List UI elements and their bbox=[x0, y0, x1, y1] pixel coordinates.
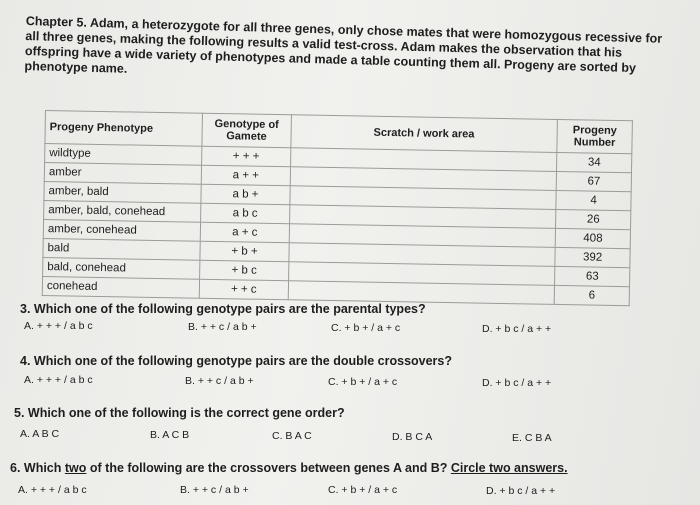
q5-option-b[interactable]: B. A C B bbox=[150, 429, 190, 441]
genotype-cell: + + + bbox=[202, 146, 290, 167]
question-3: 3. Which one of the following genotype pairs are the parental types? bbox=[20, 302, 426, 316]
phenotype-cell: conehead bbox=[42, 276, 200, 298]
q5-option-a[interactable]: A. A B C bbox=[20, 428, 60, 440]
genotype-cell: a b + bbox=[201, 184, 289, 205]
q4-option-a[interactable]: A. + + + / a b c bbox=[24, 374, 93, 386]
phenotype-cell: bald bbox=[43, 238, 201, 260]
chapter-label: Chapter 5. bbox=[25, 14, 88, 30]
number-cell: 408 bbox=[555, 228, 630, 248]
q5-option-e[interactable]: E. C B A bbox=[512, 432, 552, 444]
q3-option-a[interactable]: A. + + + / a b c bbox=[24, 320, 93, 332]
q6-circle-instruction: Circle two answers. bbox=[450, 461, 568, 475]
header-number: Progeny Number bbox=[557, 119, 632, 153]
question-6 bbox=[10, 461, 568, 475]
q6-option-c[interactable]: C. + b + / a + c bbox=[328, 484, 398, 496]
q6-prefix: 6. Which bbox=[10, 461, 65, 475]
q6-option-a[interactable]: A. + + + / a b c bbox=[18, 484, 87, 496]
number-cell: 67 bbox=[556, 171, 631, 191]
question-4: 4. Which one of the following genotype pairs are the double crossovers? bbox=[20, 354, 453, 368]
phenotype-cell: amber bbox=[44, 163, 202, 185]
genotype-cell: a + + bbox=[202, 165, 290, 186]
q6-middle: of the following are the crossovers between genes A and B? bbox=[86, 461, 451, 475]
genotype-cell: a + c bbox=[201, 222, 289, 243]
genotype-cell: + b + bbox=[200, 241, 288, 262]
genotype-cell: + + c bbox=[200, 279, 288, 300]
number-cell: 63 bbox=[555, 266, 630, 286]
q5-option-c[interactable]: C. B A C bbox=[272, 430, 312, 442]
phenotype-cell: wildtype bbox=[45, 144, 203, 166]
number-cell: 392 bbox=[555, 247, 630, 267]
header-scratch: Scratch / work area bbox=[290, 115, 557, 153]
phenotype-cell: amber, bald, conehead bbox=[44, 200, 202, 222]
intro-text: Adam, a heterozygote for all three genes, only chose mates that were homozygous recessive for all three genes, making the following results a valid test-cross. Adam makes the observation that his offspring have a wide variety of phenotypes and made a table counting them all. Progeny are sorted by phenotype name. bbox=[24, 15, 663, 76]
q6-option-d[interactable]: D. + b c / a + + bbox=[486, 485, 556, 497]
q6-option-b[interactable]: B. + + c / a b + bbox=[180, 484, 249, 496]
header-phenotype: Progeny Phenotype bbox=[45, 111, 203, 147]
phenotype-cell: bald, conehead bbox=[43, 257, 201, 279]
header-genotype: Genotype of Gamete bbox=[202, 113, 291, 148]
number-cell: 26 bbox=[556, 209, 631, 229]
genotype-cell: + b c bbox=[200, 260, 288, 281]
number-cell: 4 bbox=[556, 190, 631, 210]
number-cell: 34 bbox=[557, 152, 632, 172]
q3-option-d[interactable]: D. + b c / a + + bbox=[482, 323, 552, 335]
genotype-cell: a b c bbox=[201, 203, 289, 224]
q4-option-d[interactable]: D. + b c / a + + bbox=[482, 377, 552, 389]
phenotype-cell: amber, conehead bbox=[43, 219, 201, 241]
q6-emphasis: two bbox=[64, 461, 87, 475]
q4-option-c[interactable]: C. + b + / a + c bbox=[328, 376, 398, 388]
phenotype-cell: amber, bald bbox=[44, 181, 202, 203]
q5-option-d[interactable]: D. B C A bbox=[392, 431, 433, 443]
q3-option-b[interactable]: B. + + c / a b + bbox=[188, 321, 257, 333]
q4-option-b[interactable]: B. + + c / a b + bbox=[185, 375, 254, 387]
number-cell: 6 bbox=[554, 285, 629, 305]
q3-option-c[interactable]: C. + b + / a + c bbox=[331, 322, 401, 334]
question-5: 5. Which one of the following is the correct gene order? bbox=[14, 406, 345, 420]
